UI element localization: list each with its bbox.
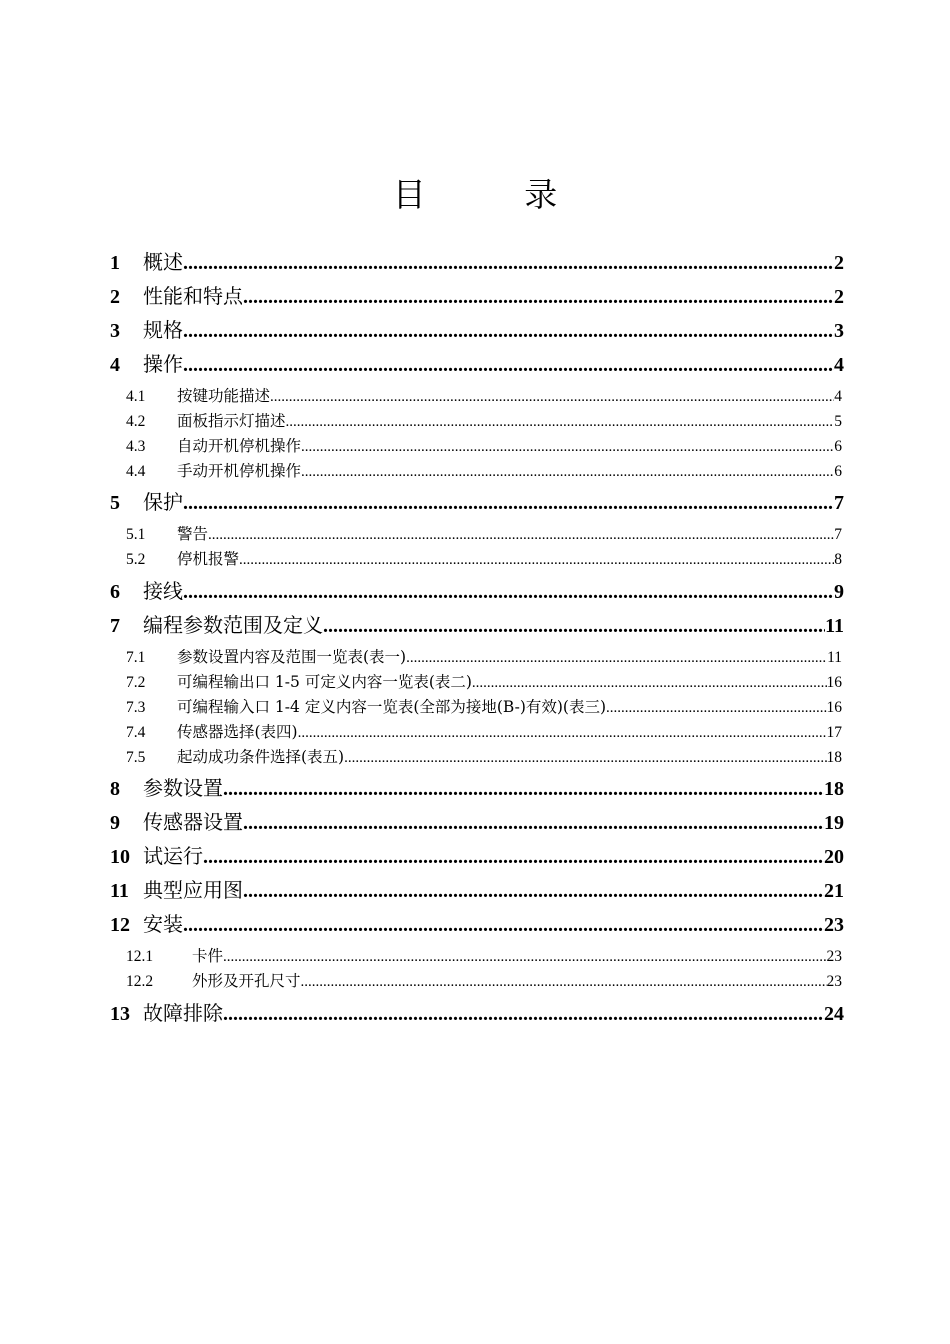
dot-leader — [223, 1003, 824, 1026]
toc-entry-12[interactable] — [110, 908, 844, 938]
dot-leader — [270, 389, 834, 406]
dot-leader — [183, 492, 834, 515]
toc-entry-4-2[interactable] — [126, 409, 842, 433]
toc-entry-4[interactable] — [110, 348, 844, 378]
dot-leader — [301, 464, 834, 481]
dot-leader — [243, 286, 834, 309]
entry-title: 传感器设置 — [143, 810, 243, 834]
entry-page: 18 — [826, 749, 842, 766]
dot-leader — [243, 812, 824, 835]
toc-entry-8[interactable] — [110, 772, 844, 802]
entry-page: 18 — [824, 778, 844, 800]
dot-leader — [344, 750, 826, 767]
entry-page: 7 — [834, 492, 844, 514]
toc-entry-12-1[interactable] — [126, 944, 842, 968]
entry-number: 4.1 — [126, 388, 146, 405]
entry-title: 编程参数范围及定义 — [143, 613, 323, 637]
toc-entry-2[interactable] — [110, 280, 844, 310]
entry-page: 8 — [834, 551, 842, 568]
entry-number: 5 — [110, 492, 120, 514]
toc-entry-1[interactable] — [110, 246, 844, 276]
toc-entry-10[interactable] — [110, 840, 844, 870]
toc-entry-11[interactable] — [110, 874, 844, 904]
entry-title: 操作 — [143, 352, 183, 376]
entry-number: 7.5 — [126, 749, 146, 766]
toc-entry-4-4[interactable] — [126, 459, 842, 483]
entry-number: 4.2 — [126, 413, 146, 430]
toc-entry-7[interactable] — [110, 609, 844, 639]
toc-entry-7-2[interactable] — [126, 670, 842, 694]
entry-page: 23 — [826, 973, 842, 990]
toc-entry-7-1[interactable] — [126, 645, 842, 669]
toc-entry-7-5[interactable] — [126, 745, 842, 769]
entry-page: 9 — [834, 581, 844, 603]
entry-page: 21 — [824, 880, 844, 902]
entry-title: 手动开机停机操作 — [177, 462, 302, 480]
dot-leader — [183, 354, 834, 377]
entry-title: 卡件 — [192, 947, 224, 965]
entry-title: 概述 — [143, 250, 183, 274]
entry-page: 6 — [834, 438, 842, 455]
entry-title: 自动开机停机操作 — [177, 437, 302, 455]
entry-page: 2 — [834, 286, 844, 308]
dot-leader — [183, 320, 834, 343]
entry-number: 7.3 — [126, 699, 146, 716]
entry-number: 3 — [110, 320, 120, 342]
entry-title: 规格 — [143, 318, 183, 342]
dot-leader — [223, 949, 826, 966]
entry-number: 12.2 — [126, 973, 154, 990]
entry-number: 2 — [110, 286, 120, 308]
entry-title: 可编程输出口 1-5 可定义内容一览表(表二) — [177, 673, 472, 691]
entry-title: 安装 — [143, 912, 183, 936]
entry-page: 17 — [826, 724, 842, 741]
entry-page: 24 — [824, 1003, 844, 1025]
entry-page: 19 — [824, 812, 844, 834]
entry-page: 7 — [834, 526, 842, 543]
entry-title: 故障排除 — [143, 1001, 223, 1025]
toc-entry-9[interactable] — [110, 806, 844, 836]
dot-leader — [239, 552, 834, 569]
entry-page: 5 — [834, 413, 842, 430]
dot-leader — [472, 675, 827, 692]
entry-title: 传感器选择(表四) — [177, 723, 298, 741]
entry-number: 7.2 — [126, 674, 146, 691]
dot-leader — [301, 439, 834, 456]
toc-title: 目 录 — [392, 175, 602, 214]
entry-number: 9 — [110, 812, 120, 834]
entry-page: 11 — [827, 649, 842, 666]
entry-number: 13 — [110, 1003, 130, 1025]
entry-page: 23 — [824, 914, 844, 936]
entry-number: 11 — [110, 880, 129, 902]
entry-number: 5.2 — [126, 551, 146, 568]
entry-number: 7.1 — [126, 649, 146, 666]
entry-page: 20 — [824, 846, 844, 868]
entry-number: 7.4 — [126, 724, 146, 741]
entry-number: 4 — [110, 354, 120, 376]
entry-number: 8 — [110, 778, 120, 800]
toc-entry-5[interactable] — [110, 486, 844, 516]
entry-page: 4 — [834, 354, 844, 376]
dot-leader — [183, 581, 834, 604]
entry-page: 16 — [826, 699, 842, 716]
toc-entry-4-3[interactable] — [126, 434, 842, 458]
entry-number: 4.4 — [126, 463, 146, 480]
entry-number: 4.3 — [126, 438, 146, 455]
toc-entry-13[interactable] — [110, 997, 844, 1027]
entry-number: 10 — [110, 846, 130, 868]
entry-page: 2 — [834, 252, 844, 274]
toc-entry-6[interactable] — [110, 575, 844, 605]
dot-leader — [223, 778, 824, 801]
entry-page: 23 — [826, 948, 842, 965]
toc-entry-4-1[interactable] — [126, 384, 842, 408]
entry-page: 3 — [834, 320, 844, 342]
dot-leader — [183, 252, 834, 275]
entry-title: 保护 — [143, 490, 183, 514]
entry-number: 1 — [110, 252, 120, 274]
entry-page: 16 — [826, 674, 842, 691]
dot-leader — [208, 527, 834, 544]
entry-title: 典型应用图 — [143, 878, 243, 902]
entry-number: 12.1 — [126, 948, 154, 965]
toc-entry-5-2[interactable] — [126, 547, 842, 571]
toc-entry-3[interactable] — [110, 314, 844, 344]
toc-entry-5-1[interactable] — [126, 522, 842, 546]
entry-title: 按键功能描述 — [177, 387, 271, 405]
entry-title: 参数设置 — [143, 776, 223, 800]
dot-leader — [286, 414, 835, 431]
entry-title: 可编程输入口 1-4 定义内容一览表(全部为接地(B-)有效)(表三) — [177, 698, 607, 716]
dot-leader — [203, 846, 824, 869]
entry-title: 性能和特点 — [143, 284, 243, 308]
dot-leader — [406, 650, 827, 667]
entry-title: 警告 — [177, 525, 209, 543]
dot-leader — [183, 914, 824, 937]
entry-number: 6 — [110, 581, 120, 603]
entry-title: 停机报警 — [177, 550, 240, 568]
entry-page: 6 — [834, 463, 842, 480]
entry-title: 接线 — [143, 579, 183, 603]
toc-entry-12-2[interactable] — [126, 969, 842, 993]
dot-leader — [298, 725, 827, 742]
entry-page: 4 — [834, 388, 842, 405]
entry-number: 5.1 — [126, 526, 146, 543]
dot-leader — [301, 974, 827, 991]
entry-title: 面板指示灯描述 — [177, 412, 286, 430]
entry-number: 12 — [110, 914, 130, 936]
entry-page: 11 — [825, 615, 844, 637]
dot-leader — [606, 700, 826, 717]
entry-title: 参数设置内容及范围一览表(表一) — [177, 648, 407, 666]
entry-number: 7 — [110, 615, 120, 637]
toc-entry-7-4[interactable] — [126, 720, 842, 744]
dot-leader — [243, 880, 824, 903]
entry-title: 外形及开孔尺寸 — [192, 972, 301, 990]
dot-leader — [323, 615, 825, 638]
toc-entry-7-3[interactable] — [126, 695, 842, 719]
entry-title: 试运行 — [143, 844, 203, 868]
entry-title: 起动成功条件选择(表五) — [177, 748, 345, 766]
